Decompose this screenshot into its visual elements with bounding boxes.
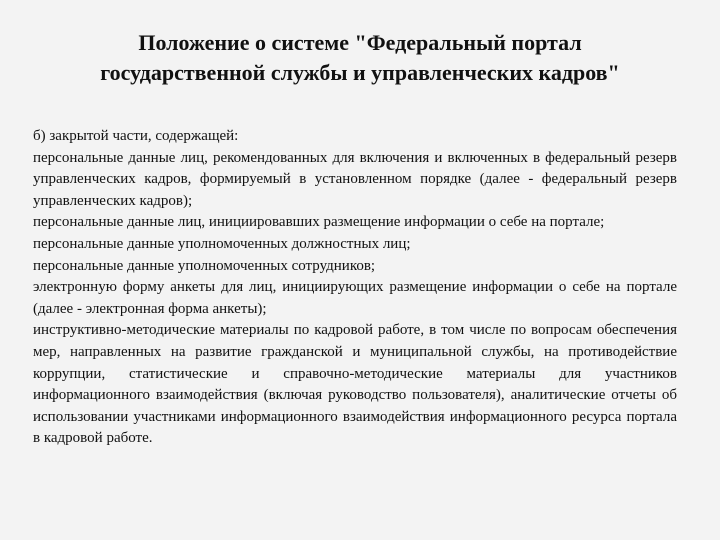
paragraph-authorized-employees-data: персональные данные уполномоченных сотрудников;	[33, 257, 376, 274]
paragraph-reserve-personal-data: персональные данные лиц, рекомендованных для включения и включенных в федеральный резерв управленческих кадров, формируемый в установленном порядке (далее - федеральный резерв управленческих кадров);	[33, 149, 677, 209]
paragraph-closed-part-intro: б) закрытой части, содержащей:	[33, 128, 239, 144]
slide-title-line-1: Положение о системе "Федеральный портал	[138, 30, 582, 55]
paragraph-electronic-questionnaire: электронную форму анкеты для лиц, инициирующих размещение информации о себе на портале (далее - электронная форма анкеты);	[33, 279, 677, 317]
paragraph-authorized-officials-data: персональные данные уполномоченных должностных лиц;	[33, 235, 411, 252]
paragraph-self-posted-personal-data: персональные данные лиц, инициировавших размещение информации о себе на портале;	[33, 214, 605, 231]
slide-body	[33, 126, 677, 450]
slide-title-line-2: государственной службы и управленческих кадров"	[100, 60, 620, 85]
slide-title	[40, 28, 680, 88]
paragraph-methodological-materials: инструктивно-методические материалы по кадровой работе, в том числе по вопросам обеспечения мер, направленных на развитие гражданской и муниципальной службы, на противодействие коррупции, статистические и справочно-методические материалы для участников информационного взаимодействия (включая руководство пользователя), аналитические отчеты об использовании участниками информационного взаимодействия информационного ресурса портала в кадровой работе.	[33, 322, 677, 447]
